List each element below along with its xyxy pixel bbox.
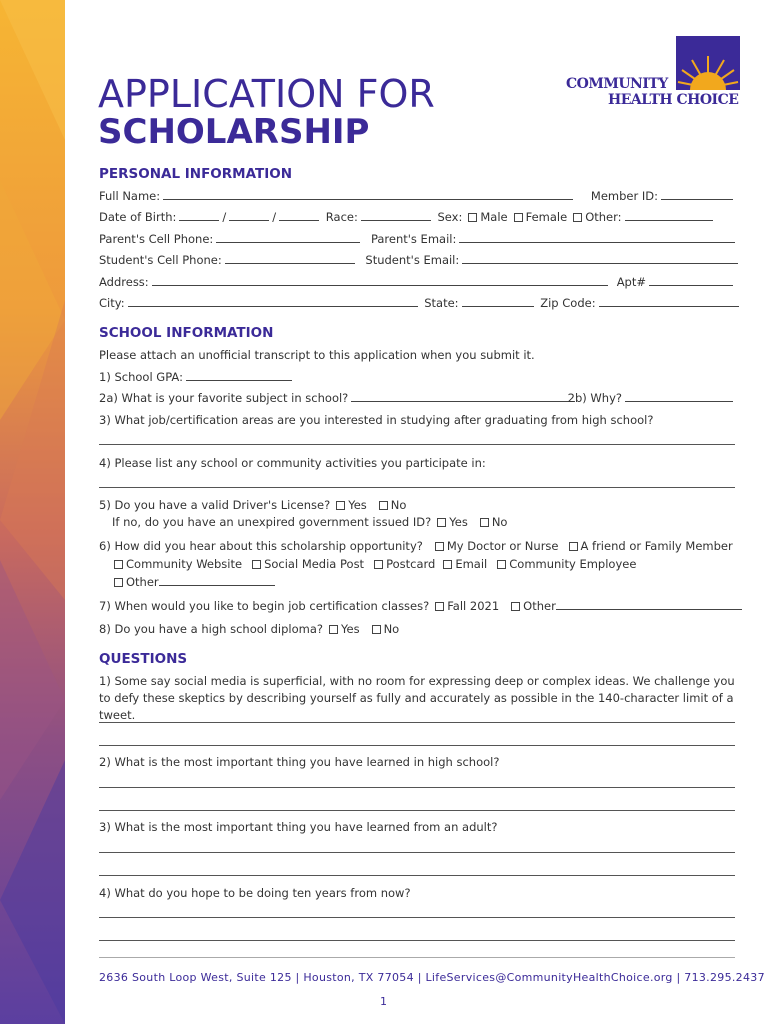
footer-contact: 2636 South Loop West, Suite 125 | Houston, TX 77054 | LifeServices@CommunityHealthChoice.org | 713.295.2437 (99, 971, 765, 984)
id-yes-checkbox[interactable] (437, 518, 446, 527)
city-label: City: (99, 296, 125, 310)
dob-label: Date of Birth: (99, 210, 177, 224)
parent-email-label: Parent's Email: (370, 232, 457, 246)
city-row (99, 296, 742, 310)
member-id-label: Member ID: (590, 189, 658, 203)
fall-2021-label: Fall 2021 (447, 599, 500, 613)
parent-email-field[interactable] (459, 232, 735, 243)
referral-other-field[interactable] (159, 575, 275, 586)
other-sex-label: Other: (585, 210, 622, 224)
employee-label: Community Employee (509, 557, 637, 571)
website-label: Community Website (126, 557, 243, 571)
gpa-label: 1) School GPA: (99, 370, 183, 384)
license-yes-label: Yes (348, 498, 367, 512)
gpa-row (99, 370, 295, 384)
why-label: 2b) Why? (567, 391, 622, 405)
referral-row-2 (108, 557, 636, 571)
community-health-choice-logo (566, 36, 742, 110)
race-label: Race: (325, 210, 358, 224)
logo-text-line1: COMMUNITY (566, 76, 668, 92)
dob-slash: / (222, 210, 227, 224)
answer-3-line-2[interactable] (99, 875, 735, 876)
answer-1-line-2[interactable] (99, 745, 735, 746)
drivers-license-row (99, 498, 406, 512)
employee-checkbox[interactable] (497, 560, 506, 569)
question-4: 4) What do you hope to be doing ten years from now? (99, 886, 411, 900)
answer-3-line-1[interactable] (99, 852, 735, 853)
sex-label: Sex: (437, 210, 463, 224)
parent-phone-field[interactable] (216, 232, 360, 243)
dob-year-field[interactable] (279, 210, 319, 221)
gpa-field[interactable] (186, 370, 292, 381)
student-contact-row (99, 253, 741, 267)
referral-row (99, 539, 733, 553)
doctor-label: My Doctor or Nurse (446, 539, 559, 553)
social-label: Social Media Post (264, 557, 365, 571)
answer-4-line-2[interactable] (99, 940, 735, 941)
answer-4-line-1[interactable] (99, 917, 735, 918)
logo-text-line2: HEALTH CHOICE (608, 92, 739, 108)
apt-field[interactable] (649, 275, 733, 286)
start-other-label: Other (523, 599, 556, 613)
postcard-checkbox[interactable] (374, 560, 383, 569)
id-no-label: No (491, 515, 508, 529)
friend-label: A friend or Family Member (580, 539, 733, 553)
doctor-checkbox[interactable] (435, 542, 444, 551)
license-no-checkbox[interactable] (379, 501, 388, 510)
answer-1-line-1[interactable] (99, 722, 735, 723)
start-other-checkbox[interactable] (511, 602, 520, 611)
decorative-side-band (0, 0, 65, 1024)
social-checkbox[interactable] (252, 560, 261, 569)
question-2: 2) What is the most important thing you have learned in high school? (99, 755, 500, 769)
school-info-heading: SCHOOL INFORMATION (99, 325, 274, 341)
address-field[interactable] (152, 275, 608, 286)
footer-divider (99, 957, 735, 958)
gov-id-row (112, 515, 507, 529)
page-title-line2: SCHOLARSHIP (98, 112, 370, 152)
address-row (99, 275, 611, 289)
page-title-line1: APPLICATION FOR (98, 72, 435, 116)
page-number: 1 (380, 995, 387, 1008)
favorite-subject-row (99, 391, 578, 405)
license-yes-checkbox[interactable] (336, 501, 345, 510)
favorite-subject-field[interactable] (351, 391, 575, 402)
start-other-field[interactable] (556, 599, 742, 610)
referral-row-3 (108, 575, 278, 589)
why-field[interactable] (625, 391, 733, 402)
gov-id-label: If no, do you have an unexpired government issued ID? (112, 515, 432, 529)
zip-label: Zip Code: (540, 296, 596, 310)
male-label: Male (480, 210, 508, 224)
apt-label: Apt# (616, 275, 646, 289)
diploma-row (99, 622, 399, 636)
male-checkbox[interactable] (468, 213, 477, 222)
fall-2021-checkbox[interactable] (435, 602, 444, 611)
state-field[interactable] (462, 296, 534, 307)
postcard-label: Postcard (386, 557, 436, 571)
diploma-yes-checkbox[interactable] (329, 625, 338, 634)
question-1: 1) Some say social media is superficial, with no room for expressing deep or complex ideas. We challenge you to defy these skeptics by describing yourself as fully and accurately as possible in the 140-character limit of a tweet. (99, 674, 735, 722)
email-checkbox[interactable] (443, 560, 452, 569)
dob-slash: / (272, 210, 277, 224)
transcript-note: Please attach an unofficial transcript to this application when you submit it. (99, 348, 535, 362)
favorite-subject-label: 2a) What is your favorite subject in school? (99, 391, 349, 405)
dob-row (99, 210, 716, 224)
apt-row (617, 275, 736, 289)
website-checkbox[interactable] (114, 560, 123, 569)
diploma-no-label: No (383, 622, 400, 636)
referral-label: 6) How did you hear about this scholarship opportunity? (99, 539, 423, 553)
member-id-row (591, 189, 736, 203)
friend-checkbox[interactable] (569, 542, 578, 551)
student-email-label: Student's Email: (365, 253, 460, 267)
full-name-row (99, 189, 576, 203)
member-id-field[interactable] (661, 189, 733, 200)
activities-field[interactable] (99, 487, 735, 488)
city-field[interactable] (128, 296, 418, 307)
parent-contact-row (99, 232, 738, 246)
personal-info-heading: PERSONAL INFORMATION (99, 166, 293, 182)
id-no-checkbox[interactable] (480, 518, 489, 527)
start-date-label: 7) When would you like to begin job certification classes? (99, 599, 430, 613)
career-interest-field[interactable] (99, 444, 735, 445)
female-label: Female (525, 210, 568, 224)
activities-question: 4) Please list any school or community activities you participate in: (99, 456, 486, 470)
side-band-facets (0, 0, 65, 1024)
parent-phone-label: Parent's Cell Phone: (99, 232, 214, 246)
address-label: Address: (99, 275, 149, 289)
full-name-label: Full Name: (99, 189, 161, 203)
diploma-label: 8) Do you have a high school diploma? (99, 622, 323, 636)
student-phone-field[interactable] (225, 253, 355, 264)
full-name-field[interactable] (163, 189, 573, 200)
diploma-no-checkbox[interactable] (372, 625, 381, 634)
female-checkbox[interactable] (514, 213, 523, 222)
zip-field[interactable] (599, 296, 739, 307)
answer-2-line-1[interactable] (99, 787, 735, 788)
answer-2-line-2[interactable] (99, 810, 735, 811)
student-phone-label: Student's Cell Phone: (99, 253, 222, 267)
other-sex-field[interactable] (625, 210, 713, 221)
diploma-yes-label: Yes (341, 622, 360, 636)
license-no-label: No (390, 498, 407, 512)
state-label: State: (424, 296, 459, 310)
referral-other-label: Other (126, 575, 159, 589)
dob-month-field[interactable] (179, 210, 219, 221)
email-label: Email (455, 557, 488, 571)
drivers-license-label: 5) Do you have a valid Driver's License? (99, 498, 331, 512)
other-sex-checkbox[interactable] (573, 213, 582, 222)
questions-heading: QUESTIONS (99, 651, 188, 667)
id-yes-label: Yes (449, 515, 468, 529)
race-field[interactable] (361, 210, 431, 221)
why-row (568, 391, 736, 405)
referral-other-checkbox[interactable] (114, 578, 123, 587)
student-email-field[interactable] (462, 253, 738, 264)
start-date-row (99, 599, 745, 613)
dob-day-field[interactable] (229, 210, 269, 221)
career-interest-question: 3) What job/certification areas are you interested in studying after graduating from high school? (99, 413, 654, 427)
question-3: 3) What is the most important thing you have learned from an adult? (99, 820, 498, 834)
